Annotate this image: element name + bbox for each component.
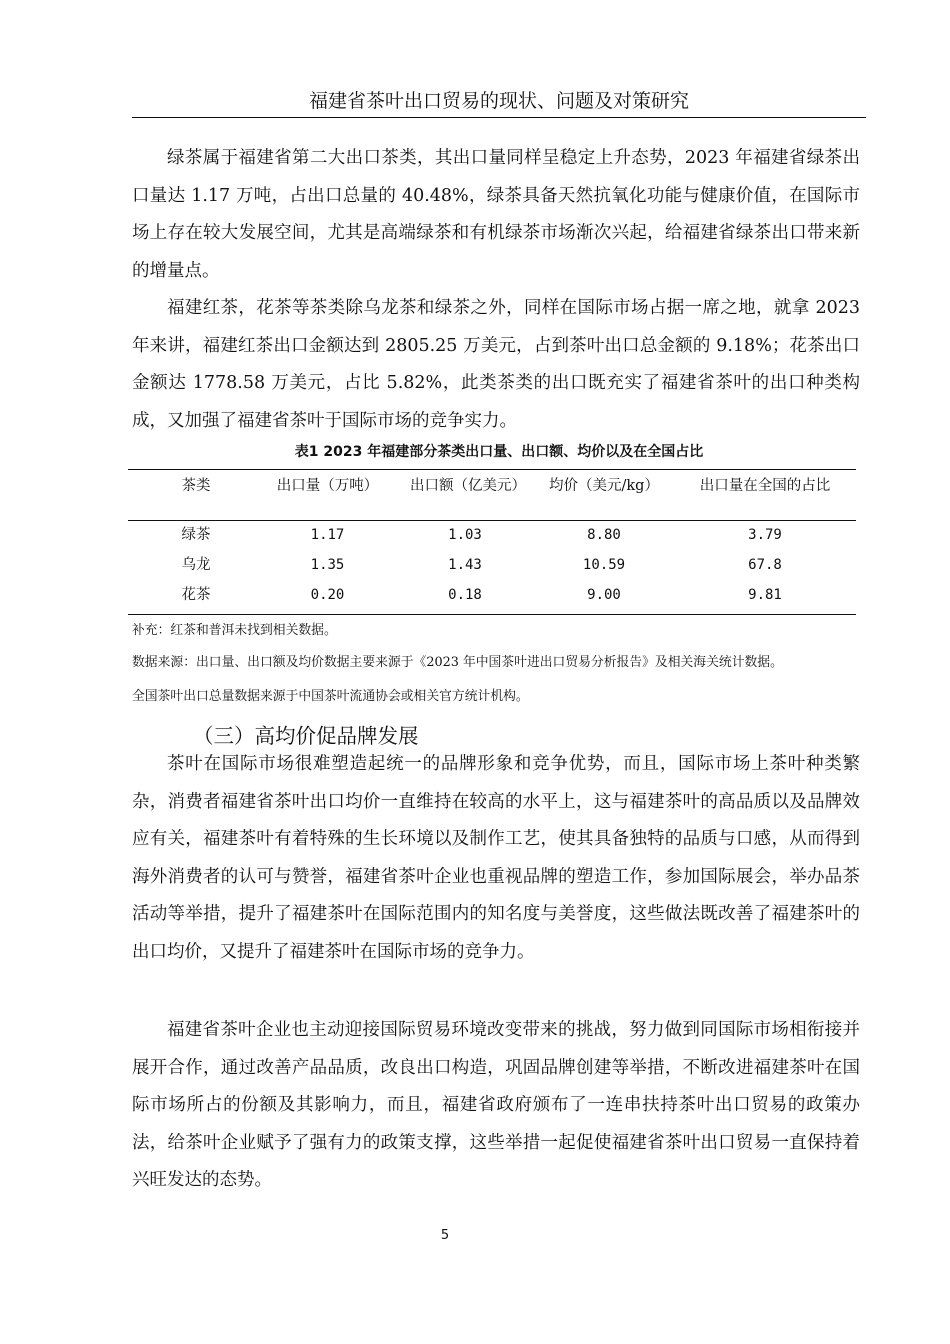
paragraph-enterprise: 福建省茶叶企业也主动迎接国际贸易环境改变带来的挑战，努力做到同国际市场相衔接并展开合作，通过改善产品品质，改良出口构造，巩固品牌创建等举措，不断改进福建茶叶在国际市场所占的份额及其影响力，而且，福建省政府颁布了一连串扶持茶叶出口贸易的政策办法，给茶叶企业赋予了强有力的政策支撑，这些举措一起促使福建省茶叶出口贸易一直保持着兴旺发达的态势。 <box>132 1020 860 1190</box>
table-cell-category: 乌龙 <box>181 557 211 573</box>
table-cell-share: 3.79 <box>748 527 782 543</box>
section-heading: （三）高均价促品牌发展 <box>193 724 419 748</box>
table-note-national: 全国茶叶出口总量数据来源于中国茶叶流通协会或相关官方统计机构。 <box>132 689 529 704</box>
table-header-volume: 出口量（万吨） <box>276 478 379 494</box>
table-header-amount: 出口额（亿美元） <box>410 478 526 494</box>
table-cell-volume: 1.17 <box>310 527 345 543</box>
table-header-share: 出口量在全国的占比 <box>699 478 831 494</box>
paragraph-green-tea: 绿茶属于福建省第二大出口茶类，其出口量同样呈稳定上升态势，2023 年福建省绿茶出口量达 1.17 万吨，占出口总量的 40.48%，绿茶具备天然抗氧化功能与健康价值，在国际市场上存在较大发展空间，尤其是高端绿茶和有机绿茶市场渐次兴起，给福建省绿茶出口带来新的增量点。 <box>132 148 860 281</box>
table-cell-price: 8.80 <box>587 527 621 543</box>
table-cell-volume: 1.35 <box>310 557 345 573</box>
table-cell-amount: 0.18 <box>448 587 482 603</box>
table-header-price: 均价（美元/kg） <box>549 478 659 494</box>
table-note-supplement: 补充：红茶和普洱未找到相关数据。 <box>132 623 337 638</box>
table-cell-price: 10.59 <box>582 557 626 573</box>
table-cell-share: 9.81 <box>748 587 782 603</box>
running-header: 福建省茶叶出口贸易的现状、问题及对策研究 <box>308 90 689 112</box>
table-note-source: 数据来源：出口量、出口额及均价数据主要来源于《2023 年中国茶叶进出口贸易分析报告》及相关海关统计数据。 <box>132 655 783 670</box>
table-header-rule <box>128 520 856 521</box>
table-cell-amount: 1.03 <box>448 527 482 543</box>
paragraph-black-flower-tea: 福建红茶，花茶等茶类除乌龙茶和绿茶之外，同样在国际市场占据一席之地，就拿 2023 年来讲，福建红茶出口金额达到 2805.25 万美元，占到茶叶出口总金额的 9.18%；花茶出口金额达 1778.58 万美元，占比 5.82%，此类茶类的出口既充实了福建省茶叶的出口种类构成，又加强了福建省茶叶于国际市场的竞争实力。 <box>132 298 860 431</box>
table-caption: 表1 2023 年福建部分茶类出口量、出口额、均价以及在全国占比 <box>294 444 704 460</box>
header-rule <box>132 117 866 118</box>
table-top-rule <box>128 469 856 470</box>
paragraph-brand: 茶叶在国际市场很难塑造起统一的品牌形象和竞争优势，而且，国际市场上茶叶种类繁杂，消费者福建省茶叶出口均价一直维持在较高的水平上，这与福建茶叶的高品质以及品牌效应有关，福建茶叶有着特殊的生长环境以及制作工艺，使其具备独特的品质与口感，从而得到海外消费者的认可与赞誉，福建省茶叶企业也重视品牌的塑造工作，参加国际展会，举办品茶活动等举措，提升了福建茶叶在国际范围内的知名度与美誉度，这些做法既改善了福建茶叶的出口均价，又提升了福建茶叶在国际市场的竞争力。 <box>132 754 860 962</box>
table-cell-amount: 1.43 <box>448 557 482 573</box>
table-bottom-rule <box>128 614 856 615</box>
table-cell-price: 9.00 <box>587 587 621 603</box>
table-cell-volume: 0.20 <box>310 587 345 603</box>
table-cell-share: 67.8 <box>748 557 782 573</box>
table-header-category: 茶类 <box>181 478 211 494</box>
table-cell-category: 绿茶 <box>181 527 211 543</box>
page-number: 5 <box>440 1228 450 1243</box>
table-cell-category: 花茶 <box>181 587 211 603</box>
